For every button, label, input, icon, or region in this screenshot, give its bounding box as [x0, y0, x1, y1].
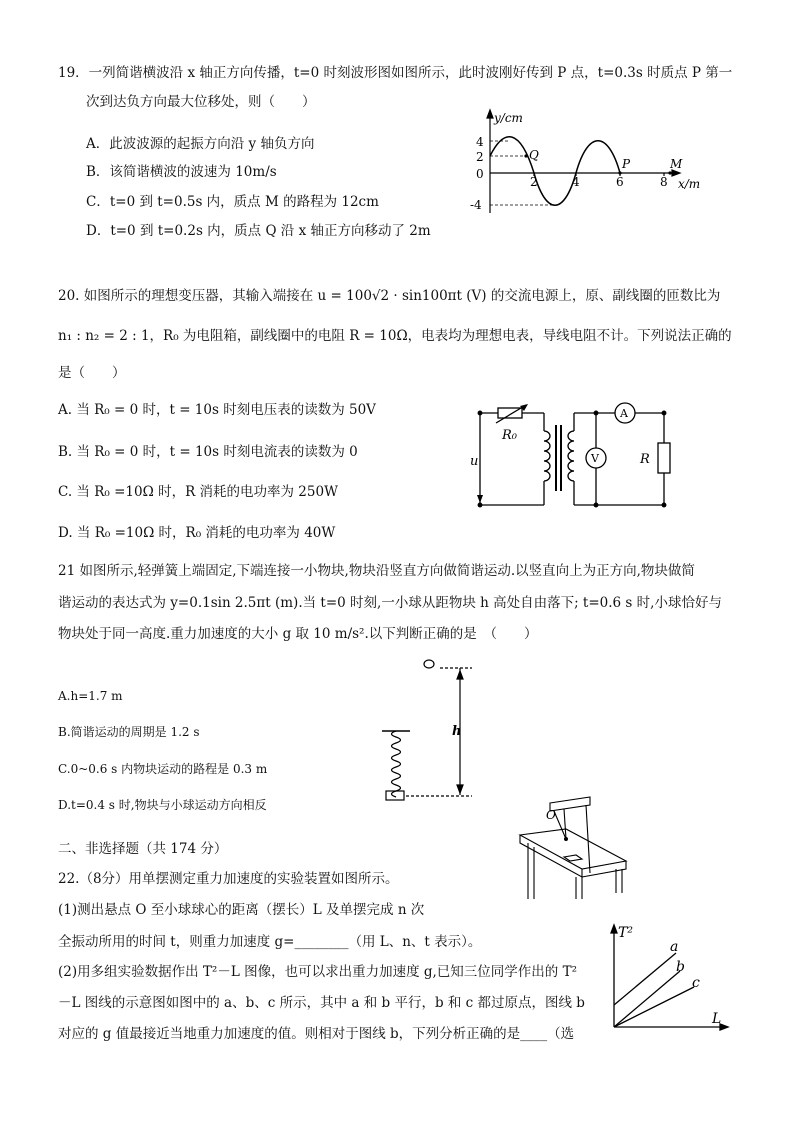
q22-part1-line1: (1)测出悬点 O 至小球球心的距离（摆长）L 及单摆完成 n 次 [58, 902, 425, 918]
q21-stem-line1: 21 如图所示,轻弹簧上端固定,下端连接一小物块,物块沿竖直方向做简谐运动.以竖直向上为正方向,物块做简 [58, 563, 695, 579]
x-axis-label: x/m [678, 177, 701, 191]
b-label: b [676, 959, 685, 975]
origin-label: 0 [476, 167, 484, 181]
ammeter-label: A [620, 407, 628, 420]
tick-y4: 4 [476, 135, 484, 149]
t2-label: T² [618, 925, 633, 941]
q19-option-d: D．t=0 到 t=0.2s 内，质点 Q 沿 x 轴正方向移动了 2m [86, 223, 431, 239]
c-label: c [692, 975, 700, 991]
q21-option-b: B.简谐运动的周期是 1.2 s [58, 725, 200, 739]
a-label: a [670, 939, 679, 955]
q19-option-a: A．此波波源的起振方向沿 y 轴负方向 [86, 136, 315, 152]
spring-coil [392, 731, 401, 797]
q22-stem: 22.（8分）用单摆测定重力加速度的实验装置如图所示。 [58, 871, 399, 887]
q21-option-c: C.0~0.6 s 内物块运动的路程是 0.3 m [58, 762, 268, 776]
u-label: u [470, 454, 479, 469]
block [386, 791, 404, 800]
tick-x4: 4 [572, 175, 580, 189]
tick-y2: 2 [476, 150, 484, 164]
q20-stem-line3: 是（ ） [58, 365, 126, 381]
y-axis-label: y/cm [494, 111, 523, 125]
q20-option-c: C. 当 R₀ =10Ω 时，R 消耗的电功率为 250W [58, 484, 338, 500]
resistor-r [658, 443, 670, 473]
q22-part2-line2: －L 图线的示意图如图中的 a、b、c 所示，其中 a 和 b 平行，b 和 c 都过原点，图线 b [58, 995, 585, 1011]
q20-option-d: D. 当 R₀ =10Ω 时，R₀ 消耗的电功率为 40W [58, 525, 336, 541]
point-p-label: P [622, 157, 631, 171]
q21-spring-figure [380, 655, 490, 805]
q22-part1-line2: 全振动所用的时间 t，则重力加速度 g=________（用 L、n、t 表示）。 [58, 934, 482, 950]
r0-label: R₀ [502, 428, 517, 443]
q20-option-b: B. 当 R₀ = 0 时，t = 10s 时刻电流表的读数为 0 [58, 444, 358, 460]
q22-t2-l-graph [600, 925, 730, 1035]
wave-curve-line [490, 137, 620, 205]
q19-stem-line2: 次到达负方向最大位移处，则（ ） [86, 94, 316, 110]
r-label: R [640, 452, 650, 467]
line-a [614, 953, 676, 1005]
point-m-label: M [670, 157, 683, 171]
q21-option-d: D.t=0.4 s 时,物块与小球运动方向相反 [58, 798, 267, 812]
q21-stem-line2: 谐运动的表达式为 y=0.1sin 2.5πt (m).当 t=0 时刻,一小球从距物块 h 高处自由落下; t=0.6 s 时,小球恰好与 [58, 595, 722, 611]
q20-transformer-circuit [470, 405, 670, 515]
q22-pendulum-apparatus [520, 795, 630, 900]
q19-stem-line1: 19．一列简谐横波沿 x 轴正方向传播，t=0 时刻波形图如图所示，此时波刚好传到 P 点，t=0.3s 时质点 P 第一 [58, 65, 733, 81]
q20-stem-line2: n₁ : n₂ = 2 : 1，R₀ 为电阻箱，副线圈中的电阻 R = 10Ω，电表均为理想电表，导线电阻不计。下列说法正确的 [58, 328, 732, 344]
q21-option-a: A.h=1.7 m [58, 689, 123, 703]
tick-x2: 2 [530, 175, 538, 189]
tick-yn4: -4 [470, 198, 482, 212]
tick-x6: 6 [616, 175, 624, 189]
q19-wave-graph [470, 108, 710, 218]
l-label: L [712, 1011, 722, 1027]
q22-part2-line3: 对应的 g 值最接近当地重力加速度的值。则相对于图线 b，下列分析正确的是____（选 [58, 1026, 575, 1042]
q19-option-b: B．该简谐横波的波速为 10m/s [86, 164, 277, 180]
q20-option-a: A. 当 R₀ = 0 时，t = 10s 时刻电压表的读数为 50V [58, 402, 376, 418]
q19-option-c: C．t=0 到 t=0.5s 内，质点 M 的路程为 12cm [86, 194, 379, 210]
o-label: O [546, 808, 556, 822]
section-heading: 二、非选择题（共 174 分） [58, 841, 228, 857]
q22-part2-line1: (2)用多组实验数据作出 T²－L 图像，也可以求出重力加速度 g,已知三位同学作出的 T² [58, 964, 578, 980]
voltmeter-label: V [591, 452, 599, 465]
table-top [520, 829, 626, 869]
point-q-label: Q [529, 148, 539, 162]
ball [424, 660, 434, 668]
q20-stem-line1: 20. 如图所示的理想变压器，其输入端接在 u = 100√2 · sin100πt (V) 的交流电源上，原、副线圈的匝数比为 [58, 288, 721, 304]
tick-x8: 8 [660, 175, 668, 189]
h-label: h [452, 724, 462, 739]
q21-stem-line3: 物块处于同一高度.重力加速度的大小 g 取 10 m/s².以下判断正确的是 （ ） [58, 626, 538, 642]
